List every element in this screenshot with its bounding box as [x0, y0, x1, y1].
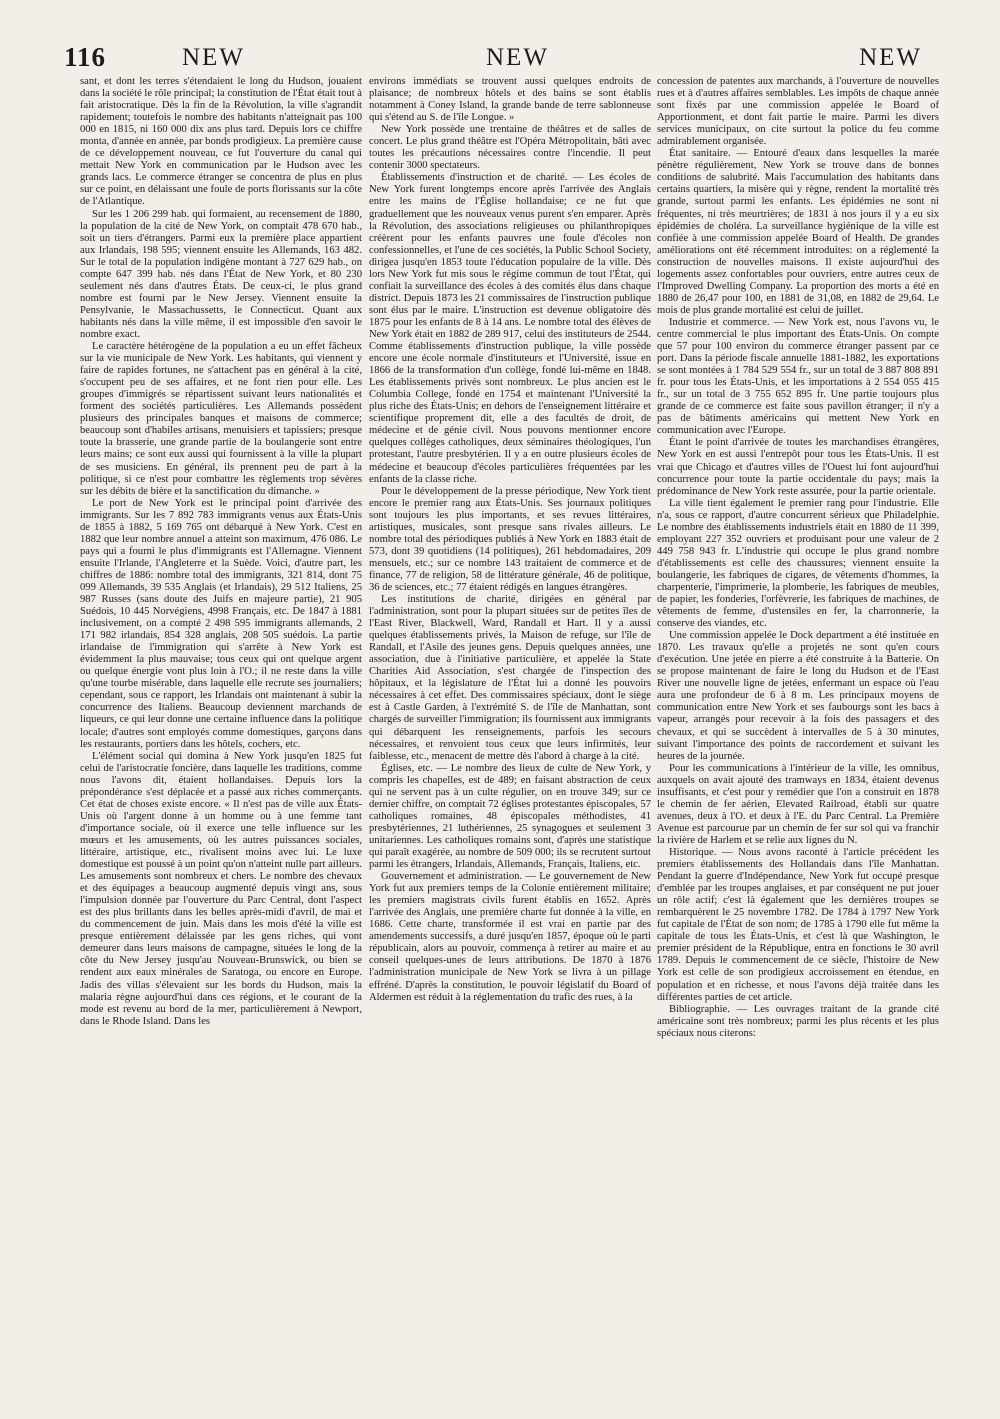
paragraph: Étant le point d'arrivée de toutes les marchandises étrangères, New York en est aussi l'entrepôt pour tous les États-Unis. Il est vrai que Chicago et d'autres villes de l'Ouest lui font aujourd'hui concurrence pour toute la partie occidentale du pays; mais la prédominance de New York reste assurée, pour la partie orientale. — [657, 437, 939, 497]
page-header — [64, 40, 936, 74]
paragraph: Gouvernement et administration. — Le gouvernement de New York fut aux premiers temps de la Colonie entièrement militaire; les premiers magistrats civils furent établis en 1652. Après l'arrivée des Anglais, une première charte fut donnée à la ville, en 1686. Cette charte, transformée il est vrai en partie par des amendements successifs, a duré jusqu'en 1857, époque où le parti républicain, alors au pouvoir, commença à retirer au maire et au conseil quelques-unes de leurs attributions. De 1870 à 1876 l'administration municipale de New York se livra à un pillage effréné. D'après la constitution, le pouvoir législatif du Board of Aldermen est réduit à la réglementation du trafic des rues, à la — [369, 871, 651, 1003]
paragraph: concession de patentes aux marchands, à l'ouverture de nouvelles rues et à d'autres affaires semblables. Les impôts de chaque année sont fixés par une commission appelée le Board of Apportionment, et dont fait partie le maire. Parmi les divers services municipaux, on cite surtout la police du feu comme admirablement organisée. — [657, 76, 939, 148]
paragraph: Historique. — Nous avons raconté à l'article précédent les premiers établissements des Hollandais dans l'île Manhattan. Pendant la guerre d'Indépendance, New York fut occupé presque d'emblée par les troupes anglaises, et par conséquent ne put jouer un rôle actif; c'est là également que les dernières troupes se rembarquèrent le 25 novembre 1782. De 1784 à 1797 New York fut capitale de l'État de son nom; de 1785 à 1790 elle fut même la capitale de tous les États-Unis, et c'est là que Washington, le premier président de la République, entra en fonctions le 30 avril 1789. Depuis le commencement de ce siècle, l'histoire de New York est celle de son prodigieux accroissement en étendue, en population et en richesse, et nous l'avons déjà traitée dans les différentes parties de cet article. — [657, 847, 939, 1003]
paragraph: Établissements d'instruction et de charité. — Les écoles de New York furent longtemps encore après l'arrivée des Anglais entre les mains de l'Église hollandaise; ce ne fut que graduellement que les nouveaux venus purent s'en emparer. Après la Révolution, des associations religieuses ou philanthropiques créèrent pour les enfants pauvres une foule d'écoles non confessionnelles, et l'une de ces sociétés, la Public School Society, dirigea jusqu'en 1853 toute l'éducation populaire de la ville. Dès lors New York fut mis sous le régime commun de tout l'État, qui confiait la surveillance des écoles à des comités élus dans chaque district. Depuis 1873 les 21 commissaires de l'instruction publique sont élus par le maire. L'instruction est devenue obligatoire dès 1875 pour les enfants de 8 à 14 ans. Le nombre total des élèves de New York était en 1882 de 289 917, celui des instituteurs de 2544. Comme établissements d'instruction publique, la ville possède encore une école normale d'instituteurs et l'Université, issue en 1866 de la transformation d'un collège, fondé lui-même en 1848. Les établissements privés sont nombreux. Le plus ancien est le Columbia College, fondé en 1754 et maintenant l'Université la plus riche des États-Unis; en dehors de l'enseignement littéraire et scientifique proprement dit, elle a des facultés de droit, de médecine et de génie civil. Nous pouvons mentionner encore quelques collèges catholiques, deux séminaires théologiques, l'un protestant, l'autre presbytérien. Il y a en outre plusieurs écoles de médecine et beaucoup d'écoles particulières fréquentées par les enfants de la classe riche. — [369, 172, 651, 485]
text-column-2 — [369, 76, 651, 1398]
running-head-center: NEW — [486, 44, 549, 71]
paragraph: Les institutions de charité, dirigées en général par l'administration, sont pour la plupart situées sur de petites îles de l'East River, Blackwell, Ward, Randall et Hart. Il y a aussi quelques établissements privés, la Maison de refuge, sur l'île de Randall, et l'Asile des jeunes gens. Depuis quelques années, une association, due à l'initiative particulière, et appelée la State Charities Aid Association, s'est chargée de l'inspection des hôpitaux, et la législature de l'État lui a donné les pouvoirs nécessaires à cet effet. Des commissaires spéciaux, dont le siège est à Castle Garden, à l'extrémité S. de l'île de Manhattan, sont chargés de surveiller l'immigration; ils fournissent aux immigrants qui débarquent les renseignements, parfois les secours nécessaires, et renvoient tous ceux que leurs infirmités, leur faiblesse, etc., menacent de mettre dès l'abord à charge à la cité. — [369, 594, 651, 762]
paragraph: L'élément social qui domina à New York jusqu'en 1825 fut celui de l'aristocratie foncière, dans laquelle les traditions, comme nous l'avons dit, étaient hollandaises. Depuis lors la prépondérance s'est déplacée et a passé aux riches commerçants. Cet état de choses existe encore. « Il n'est pas de ville aux États-Unis où l'argent donne à un homme ou à une femme tant d'importance sociale, où il exerce une telle influence sur les mœurs et les amusements, où les autres puissances sociales, littéraire, artistique, etc., rivalisent moins avec lui. Le luxe domestique est poussé à un point qu'on n'atteint nulle part ailleurs. Les amusements sont nombreux et chers. Le nombre des chevaux et des équipages a beaucoup augmenté depuis vingt ans, sous l'impulsion donnée par l'ouverture du Parc Central, dont l'aspect est des plus brillants dans les belles après-midi d'avril, de mai et du commencement de juin. Mais dans les mois d'été la ville est presque entièrement délaissée par les gens riches, qui vont demeurer dans leurs maisons de campagne, situées le long de la côte du New Jersey jusqu'au Nouveau-Brunswick, ou bien se rendent aux eaux minérales de Saratoga, ou encore en Europe. Jadis des villas s'élevaient sur les bords du Hudson, mais la malaria règne aujourd'hui dans ces régions, et le courant de la mode est revenu au bord de la mer, particulièrement à Newport, dans le Rhode Island. Dans les — [80, 750, 362, 1027]
paragraph: Églises, etc. — Le nombre des lieux de culte de New York, y compris les chapelles, est de 489; en faisant abstraction de ceux qui ne servent pas à un culte régulier, on en trouve 349; sur ce dernier chiffre, on comptait 72 églises protestantes épiscopales, 57 catholiques romaines, 48 épiscopales méthodistes, 41 presbytériennes, 21 luthériennes, 25 synagogues et seulement 3 unitariennes. Les catholiques romains sont, d'après une statistique qui paraît exagérée, au nombre de 509 000; ils se recrutent surtout parmi les étrangers, Irlandais, Allemands, Français, Italiens, etc. — [369, 762, 651, 871]
paragraph: La ville tient également le premier rang pour l'industrie. Elle n'a, sous ce rapport, d'autre concurrent sérieux que Philadelphie. Le nombre des établissements industriels était en 1880 de 11 399, employant 227 352 ouvriers et produisant pour une valeur de 2 449 758 943 fr. L'industrie qui occupe le plus grand nombre d'établissements est celle des chaussures; viennent ensuite la boulangerie, les fabriques de cigares, de vêtements d'hommes, la charpenterie, l'imprimerie, la plomberie, les fabriques de meubles, de papier, les fonderies, l'orfèvrerie, les fabriques de machines, de vêtements de femme, d'ustensiles en fer, la charronnerie, la conserve des viandes, etc. — [657, 497, 939, 630]
paragraph: New York possède une trentaine de théâtres et de salles de concert. Le plus grand théâtre est l'Opéra Métropolitain, bâti avec toutes les précautions nécessaires contre l'incendie. Il peut contenir 3000 spectateurs. — [369, 124, 651, 172]
running-head-left: NEW — [182, 44, 245, 71]
text-column-3 — [657, 76, 939, 1398]
paragraph: Bibliographie. — Les ouvrages traitant de la grande cité américaine sont très nombreux; parmi les plus récents et les plus spéciaux nous citerons: — [657, 1003, 939, 1039]
paragraph: sant, et dont les terres s'étendaient le long du Hudson, jouaient dans la société le rôle principal; la constitution de l'État était tout à fait aristocratique. Dès la fin de la Révolution, la ville s'agrandit rapidement; toutefois le nombre des habitants n'atteignait pas 100 000 en 1815, ni 160 000 dix ans plus tard. Depuis lors ce chiffre monta, d'année en année, par bonds prodigieux. La première cause de ce développement nouveau, ce fut l'ouverture du canal qui mettait New York en communication par le Hudson avec les grands lacs. Le commerce étranger se concentra de plus en plus sur ce point, en délaissant une foule de ports florissants sur la côte de l'Atlantique. — [80, 76, 362, 208]
paragraph: environs immédiats se trouvent aussi quelques endroits de plaisance; de nombreux hôtels et des bains se sont établis notamment à Coney Island, la grande bande de terre sablonneuse qui s'étend au S. de l'île Longue. » — [369, 76, 651, 124]
paragraph: Industrie et commerce. — New York est, nous l'avons vu, le centre commercial le plus important des États-Unis. On compte que 57 pour 100 environ du commerce étranger passent par ce port. Dans la période fiscale annuelle 1881-1882, les exportations se sont montées à 1 784 529 554 fr., sur un total de 3 887 808 891 fr. pour tous les États-Unis, et les importations à 2 554 055 415 fr., sur un total de 3 755 652 895 fr. Une partie toujours plus grande de ce commerce est faite sous pavillon étranger; il n'y a pas de bâtiments américains qui mettent New York en communication avec l'Europe. — [657, 316, 939, 437]
paragraph: État sanitaire. — Entouré d'eaux dans lesquelles la marée pénètre régulièrement, New York se trouve dans de bonnes conditions de salubrité. Mais l'accumulation des habitants dans certains quartiers, la misère qui y règne, rendent la mortalité très grande, surtout parmi les enfants. Les épidémies ne sont ni fréquentes, ni très meurtrières; de 1831 à nos jours il y a eu six épidémies de choléra. La surveillance hygiénique de la ville est confiée à une commission appelée Board of Health. De grandes améliorations ont été récemment introduites: on a réglementé la construction de nouvelles maisons. Il existe aujourd'hui des logements assez confortables pour ouvriers, entre autres ceux de l'Improved Dwelling Company. La proportion des morts a été en 1880 de 26,47 pour 100, en 1881 de 31,08, en 1882 de 29,64. Le mois de plus grande mortalité est celui de juillet. — [657, 148, 939, 316]
paragraph: Le port de New York est le principal point d'arrivée des immigrants. Sur les 7 892 783 immigrants venus aux États-Unis de 1855 à 1882, 5 169 765 ont débarqué à New York. C'est en 1882 que leur nombre annuel a atteint son maximum, 476 086. Le pays qui a fourni le plus d'immigrants est l'Allemagne. Viennent ensuite l'Irlande, l'Angleterre et la Suède. Voici, d'autre part, les chiffres de 1886: nombre total des immigrants, 321 814, dont 75 099 Allemands, 39 535 Anglais (et Irlandais), 29 512 Italiens, 25 987 Russes (sans doute des Juifs en majeure partie), 21 905 Suédois, 10 445 Norvégiens, 4998 Français, etc. De 1847 à 1881 inclusivement, on a compté 2 498 595 immigrants allemands, 2 171 982 irlandais, 854 328 anglais, 208 505 suédois. La partie irlandaise de l'immigration qui s'arrête à New York est évidemment la plus mauvaise; tous ceux qui ont quelque argent ou quelque énergie vont plus loin à l'O.; il ne reste dans la ville qu'une tourbe misérable, dans laquelle elle recrute ses journaliers; cependant, sous ce rapport, les Irlandais ont maintenant à subir la concurrence des Italiens. Beaucoup deviennent marchands de liqueurs, ce qui leur donne une certaine influence dans la politique locale; d'autres sont employés comme domestiques, garçons dans les restaurants, portiers dans les hôtels, cochers, etc. — [80, 497, 362, 750]
paragraph: Sur les 1 206 299 hab. qui formaient, au recensement de 1880, la population de la cité de New York, on comptait 478 670 hab., soit un tiers d'étrangers. Parmi eux la première place appartient aux Irlandais, 198 595; viennent ensuite les Allemands, 163 482. Sur le total de la population indigène montant à 727 629 hab., on compte 647 399 hab. nés dans l'État de New York, et 80 230 seulement nés dans d'autres États. De ceux-ci, le plus grand nombre est fourni par le New Jersey. Viennent ensuite la Pensylvanie, le Massachussetts, le Connecticut. Quant aux habitants nés dans la ville même, il est impossible d'en savoir le nombre exact. — [80, 208, 362, 340]
paragraph: Pour les communications à l'intérieur de la ville, les omnibus, auxquels on avait ajouté des tramways en 1834, étaient devenus insuffisants, et c'est pour y remédier que l'on a construit en 1878 le chemin de fer aérien, Elevated Railroad, établi sur quatre avenues, deux à l'O. et deux à l'E. du Parc Central. La Première Avenue est parcourue par un chemin de fer sur sol qui va franchir la rivière de Harlem et se relie aux lignes du N. — [657, 762, 939, 846]
running-head-right: NEW — [859, 44, 922, 71]
paragraph: Pour le développement de la presse périodique, New York tient encore le premier rang aux États-Unis. Ses journaux politiques sont toujours les plus importants, et ses revues littéraires, artistiques, musicales, sont presque sans rivales ailleurs. Le nombre total des périodiques publiés à New York en 1883 était de 573, dont 39 quotidiens (14 politiques), 261 hebdomadaires, 209 mensuels, etc.; sur ce nombre 143 traitaient de commerce et de finance, 77 de religion, 58 de littérature générale, 46 de politique, 36 de sciences, etc.; 77 étaient rédigés en langues étrangères. — [369, 485, 651, 593]
text-column-1 — [80, 76, 362, 1398]
page-number: 116 — [64, 42, 107, 72]
paragraph: Le caractère hétérogène de la population a eu un effet fâcheux sur la vie municipale de New York. Les habitants, qui viennent y faire de rapides fortunes, ne s'attachent pas en général à la cité, s'occupent peu de ses affaires, et ne font rien pour elle. Les groupes d'immigrés se répartissent suivant leurs nationalités et forment des sociétés particulières. Les Allemands possèdent plusieurs des principales banques et maisons de commerce; beaucoup sont d'habiles artisans, menuisiers et tapissiers; presque toute la brasserie, une grande partie de la boulangerie sont entre leurs mains; ce sont eux aussi qui fournissent à la ville la plupart de ses musiciens. En général, ils prennent peu de part à la politique, si ce n'est pour combattre les règlements trop sévères sur les débits de bière et la sanctification du dimanche. » — [80, 341, 362, 497]
paragraph: Une commission appelée le Dock department a été instituée en 1870. Les travaux qu'elle a projetés ne sont qu'en cours d'exécution. Une jetée en pierre a été construite à la Batterie. On se propose maintenant de faire le long du Hudson et de l'East River une nouvelle ligne de jetées, enfermant un espace où l'eau aura une profondeur de 6 à 8 m. Les principaux moyens de communication entre New York et ses faubourgs sont les bacs à vapeur, arrangés pour recevoir à la fois des passagers et des chevaux, et qui se succèdent à intervalles de 5 à 30 minutes, suivant l'importance des points de raccordement et suivant les heures de la journée. — [657, 630, 939, 762]
